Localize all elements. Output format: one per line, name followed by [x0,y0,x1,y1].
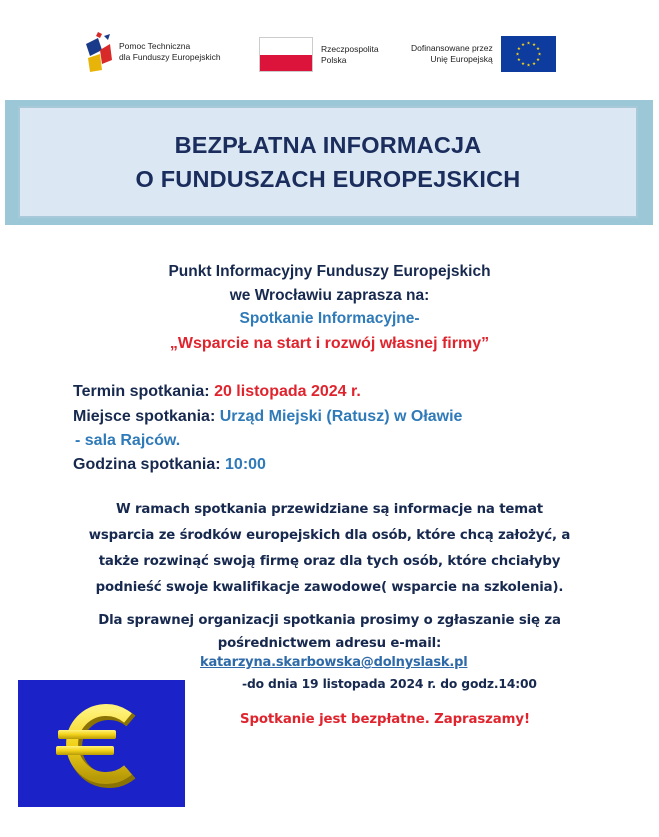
free-admission-note: Spotkanie jest bezpłatne. Zapraszamy! [240,712,530,727]
title-line-1: BEZPŁATNA INFORMACJA [174,132,482,158]
title-line-2: O FUNDUSZACH EUROPEJSKICH [135,166,521,192]
eu-star-icon: ★ [531,42,536,48]
funds-logo [84,30,221,74]
registration-line-1: Dla sprawnej organizacji spotkania prosimy o zgłaszanie się za [98,613,561,628]
date-label: Termin spotkania: [73,383,215,400]
eu-logo-line1: Dofinansowane przez [411,43,493,53]
detail-time [73,456,266,474]
intro-organizer: Punkt Informacyjny Funduszy Europejskich [168,263,491,280]
title-panel [18,106,638,218]
eu-star-icon: ★ [516,46,521,52]
place-value: Urząd Miejski (Ratusz) w Oławie [219,408,463,425]
poland-logo-line1: Rzeczpospolita [321,43,379,54]
body-line-3: także rozwinąć swoją firmę oraz dla tych osób, które chciałyby [98,554,561,569]
intro-event-type: Spotkanie Informacyjne- [239,310,420,327]
eu-star-icon: ★ [526,40,531,46]
place-label: Miejsce spotkania: [73,408,220,425]
detail-place [73,408,462,426]
eu-star-icon: ★ [526,62,531,68]
eu-star-icon: ★ [535,46,540,52]
intro-event-title: „Wsparcie na start i rozwój własnej firmy” [169,335,490,352]
poland-flag-icon [259,37,313,72]
poland-logo-line2: Polska [321,54,347,65]
eu-star-icon: ★ [515,51,520,57]
eu-flag-icon [501,36,556,72]
email-link[interactable]: katarzyna.skarbowska@dolnyslask.pl [200,655,468,670]
funds-logo-line2: dla Funduszy Europejskich [119,52,221,62]
date-value: 20 listopada 2024 r. [214,383,361,400]
eu-logo-line2: Unię Europejską [430,54,493,64]
body-line-4: podnieść swoje kwalifikacje zawodowe( wsparcie na szkolenia). [95,580,564,595]
place-value-cont: - sala Rajców. [75,432,181,449]
detail-date [73,383,361,401]
eu-star-icon: ★ [537,51,542,57]
eu-star-icon: ★ [516,57,521,63]
eu-star-icon: ★ [535,57,540,63]
body-line-2: wsparcia ze środków europejskich dla osób, które chcą założyć, a [88,528,571,543]
eu-star-icon: ★ [531,61,536,67]
funds-emblem-icon [84,30,114,74]
time-value: 10:00 [225,456,266,473]
registration-line-2: pośrednictwem adresu e-mail: [217,636,442,651]
euro-sign-image [18,680,185,807]
body-line-1: W ramach spotkania przewidziane są informacje na temat [115,502,544,517]
registration-deadline: -do dnia 19 listopada 2024 r. do godz.14:00 [242,677,537,691]
eu-logo [411,36,556,72]
eu-star-icon: ★ [520,42,525,48]
eu-star-icon: ★ [520,61,525,67]
poland-logo [259,37,379,72]
funds-logo-line1: Pomoc Techniczna [119,41,191,51]
time-label: Godzina spotkania: [73,456,226,473]
intro-invite: we Wrocławiu zaprasza na: [229,287,430,304]
title-box [5,100,653,225]
